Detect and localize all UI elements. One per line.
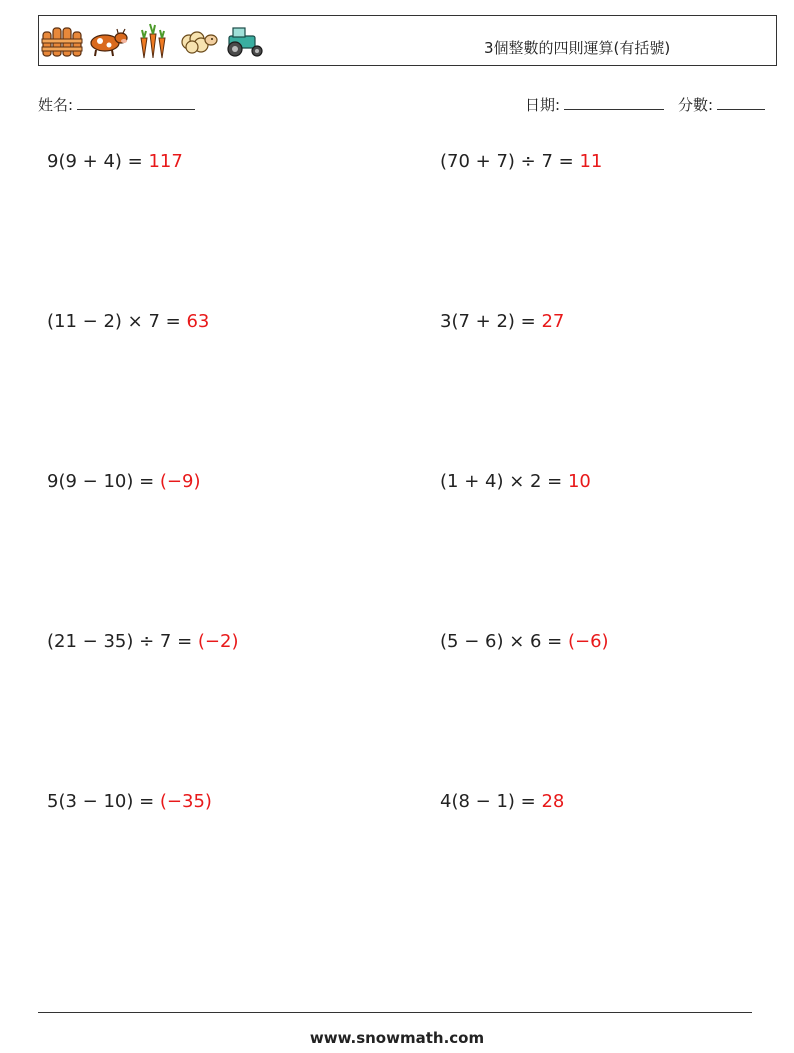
question: (11 − 2) × 7 = — [47, 311, 187, 332]
answer: 27 — [541, 311, 565, 332]
question: (21 − 35) ÷ 7 = — [47, 631, 198, 652]
answer: 63 — [186, 311, 210, 332]
problem-7 — [47, 631, 238, 652]
tractor-icon — [223, 24, 267, 58]
problem-6 — [440, 471, 591, 492]
header-box — [38, 15, 777, 66]
name-label: 姓名: — [38, 96, 74, 114]
fence-icon — [41, 24, 83, 58]
answer: 11 — [579, 151, 603, 172]
score-label: 分數: — [678, 96, 714, 114]
question: 3(7 + 2) = — [440, 311, 542, 332]
question: 9(9 + 4) = — [47, 151, 149, 172]
answer: 117 — [148, 151, 183, 172]
question: 5(3 − 10) = — [47, 791, 160, 812]
answer: (−35) — [159, 791, 212, 812]
answer: (−9) — [159, 471, 201, 492]
score-blank — [717, 95, 765, 110]
cow-icon — [87, 24, 129, 58]
answer: 28 — [541, 791, 565, 812]
problem-9 — [47, 791, 212, 812]
question: (5 − 6) × 6 = — [440, 631, 568, 652]
score-field — [678, 94, 765, 115]
question: (70 + 7) ÷ 7 = — [440, 151, 580, 172]
date-blank — [564, 95, 664, 110]
answer: 10 — [567, 471, 591, 492]
problem-1 — [47, 151, 183, 172]
worksheet-title: 3個整數的四則運算(有括號) — [484, 39, 671, 57]
problem-5 — [47, 471, 201, 492]
problem-3 — [47, 311, 209, 332]
footer-url[interactable]: www.snowmath.com — [309, 1029, 485, 1047]
problem-8 — [440, 631, 609, 652]
header-icons — [41, 22, 267, 60]
sheep-icon — [177, 24, 219, 58]
problem-10 — [440, 791, 564, 812]
footer-divider — [38, 1012, 752, 1013]
question: 9(9 − 10) = — [47, 471, 160, 492]
answer: (−2) — [197, 631, 239, 652]
answer: (−6) — [567, 631, 609, 652]
question: (1 + 4) × 2 = — [440, 471, 568, 492]
date-field — [525, 94, 664, 115]
problem-4 — [440, 311, 564, 332]
name-blank — [77, 95, 195, 110]
question: 4(8 − 1) = — [440, 791, 542, 812]
carrots-icon — [133, 22, 173, 60]
problem-2 — [440, 151, 602, 172]
date-label: 日期: — [525, 96, 561, 114]
name-field — [38, 94, 195, 115]
